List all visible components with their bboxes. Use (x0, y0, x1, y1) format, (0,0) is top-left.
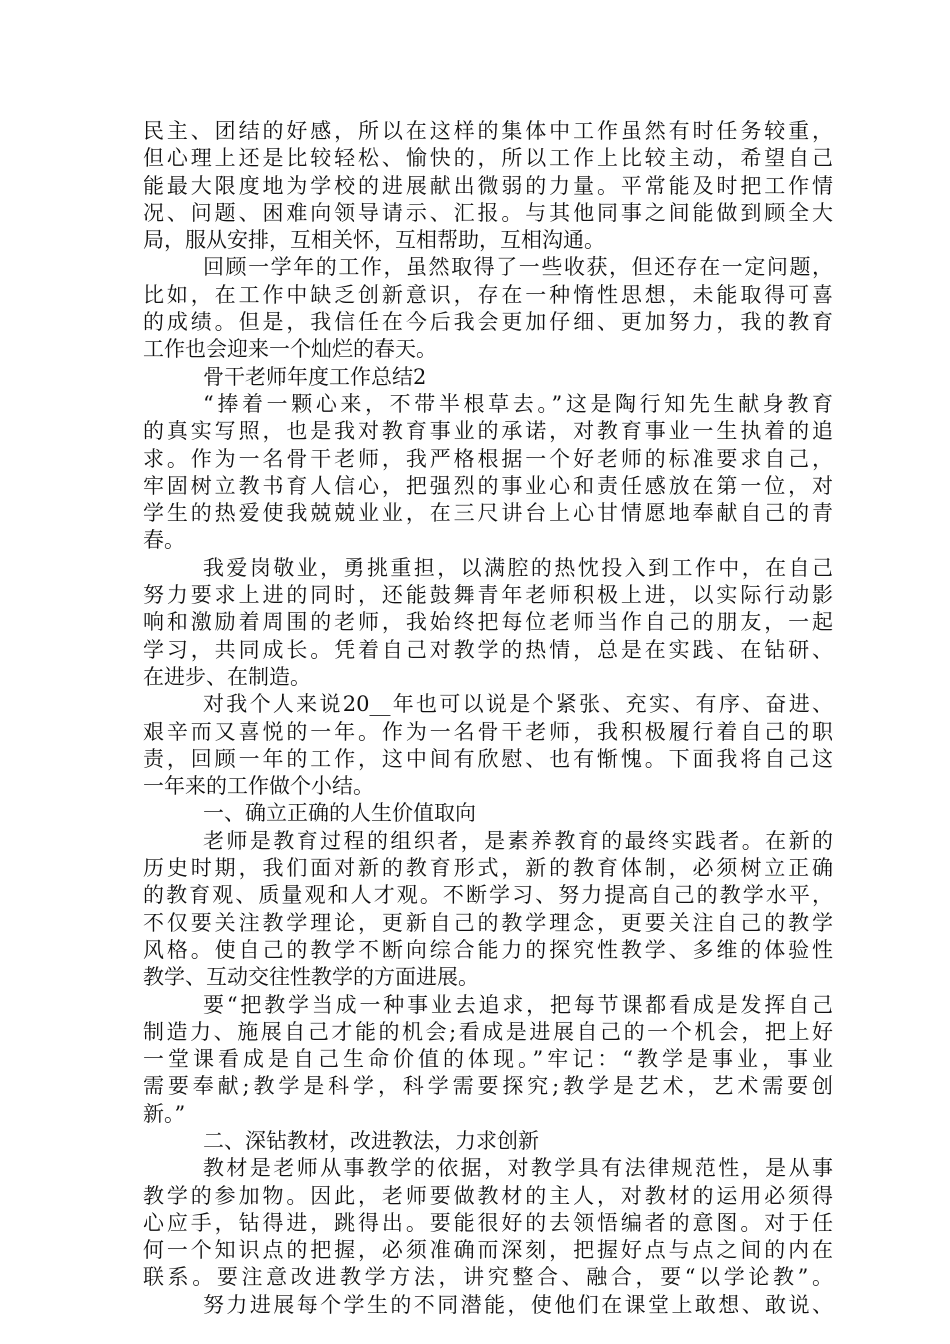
text-line: 一、确立正确的人生价值取向 (203, 801, 476, 826)
text-line: 况、问题、困难向领导请示、汇报。与其他同事之间能做到顾全大 (143, 200, 833, 225)
text-line: 何一个知识点的把握，必须准确而深刻，把握好点与点之间的内在 (143, 1238, 833, 1263)
text-line: 艰辛而又喜悦的一年。作为一名骨干老师，我积极履行着自己的职 (143, 719, 833, 744)
text-line: 教学的参加物。因此，老师要做教材的主人，对教材的运用必须得 (143, 1183, 833, 1208)
text-line: 一堂课看成是自己生命价值的体现。”牢记：“教学是事业，事业 (143, 1047, 833, 1072)
text-line: 二、深钻教材，改进教法，力求创新 (203, 1128, 539, 1153)
text-line: 的真实写照，也是我对教育事业的承诺，对教育事业一生执着的追 (143, 419, 833, 444)
text-line: 一年来的工作做个小结。 (143, 774, 374, 799)
text-line: 比如，在工作中缺乏创新意识，存在一种惰性思想，未能取得可喜 (143, 282, 833, 307)
text-line: 历史时期，我们面对新的教育形式，新的教育体制，必须树立正确 (143, 856, 833, 881)
text-line: 响和激励着周围的老师，我始终把每位老师当作自己的朋友，一起 (143, 610, 833, 635)
text-line: 教学、互动交往性教学的方面进展。 (143, 965, 479, 990)
text-line: “捧着一颗心来，不带半根草去。”这是陶行知先生献身教育 (203, 391, 833, 416)
text-line: 老师是教育过程的组织者，是素养教育的最终实践者。在新的 (203, 828, 833, 853)
text-line: 努力要求上进的同时，还能鼓舞青年老师积极上进，以实际行动影 (143, 583, 833, 608)
text-line: 能最大限度地为学校的进展献出微弱的力量。平常能及时把工作情 (143, 173, 833, 198)
text-line: 要“把教学当成一种事业去追求，把每节课都看成是发挥自己 (203, 992, 833, 1017)
document-body (143, 118, 833, 1319)
text-line: 在进步、在制造。 (143, 664, 311, 689)
text-line: 努力进展每个学生的不同潜能，使他们在课堂上敢想、敢说、 (203, 1292, 833, 1317)
text-line: 需要奉献;教学是科学，科学需要探究;教学是艺术，艺术需要创 (143, 1074, 833, 1099)
text-line: 责，回顾一年的工作，这中间有欣慰、也有惭愧。下面我将自己这 (143, 746, 833, 771)
text-line: 学生的热爱使我兢兢业业，在三尺讲台上心甘情愿地奉献自己的青 (143, 501, 833, 526)
text-line: 春。 (143, 528, 185, 553)
text-line: 联系。要注意改进教学方法，讲究整合、融合，要“以学论教”。 (143, 1265, 833, 1290)
text-line: 工作也会迎来一个灿烂的春天。 (143, 337, 437, 362)
text-line: 我爱岗敬业，勇挑重担，以满腔的热忱投入到工作中，在自己 (203, 555, 833, 580)
text-line: 新。” (143, 1101, 186, 1126)
text-line: 的成绩。但是，我信任在今后我会更加仔细、更加努力，我的教育 (143, 310, 833, 335)
text-line: 心应手，钻得进，跳得出。要能很好的去领悟编者的意图。对于任 (143, 1210, 833, 1235)
text-line: 但心理上还是比较轻松、愉快的，所以工作上比较主动，希望自己 (143, 146, 833, 171)
text-line: 局，服从安排，互相关怀，互相帮助，互相沟通。 (143, 228, 605, 253)
text-line: 制造力、施展自己才能的机会;看成是进展自己的一个机会，把上好 (143, 1019, 833, 1044)
text-line: 求。作为一名骨干老师，我严格根据一个好老师的标准要求自己， (143, 446, 833, 471)
text-line: 学习，共同成长。凭着自己对教学的热情，总是在实践、在钻研、 (143, 637, 833, 662)
text-line: 牢固树立教书育人信心，把强烈的事业心和责任感放在第一位，对 (143, 473, 833, 498)
text-line: 骨干老师年度工作总结2 (203, 364, 427, 389)
text-line: 民主、团结的好感，所以在这样的集体中工作虽然有时任务较重， (143, 119, 833, 143)
text-line: 回顾一学年的工作，虽然取得了一些收获，但还存在一定问题， (203, 255, 833, 280)
text-line: 对我个人来说20__年也可以说是个紧张、充实、有序、奋进、 (203, 692, 833, 717)
text-line: 的教育观、质量观和人才观。不断学习、努力提高自己的教学水平， (143, 883, 833, 908)
text-line: 风格。使自己的教学不断向综合能力的探究性教学、多维的体验性 (143, 937, 833, 962)
text-line: 教材是老师从事教学的依据，对教学具有法律规范性，是从事 (203, 1156, 833, 1181)
text-line: 不仅要关注教学理论，更新自己的教学理念，更要关注自己的教学 (143, 910, 833, 935)
